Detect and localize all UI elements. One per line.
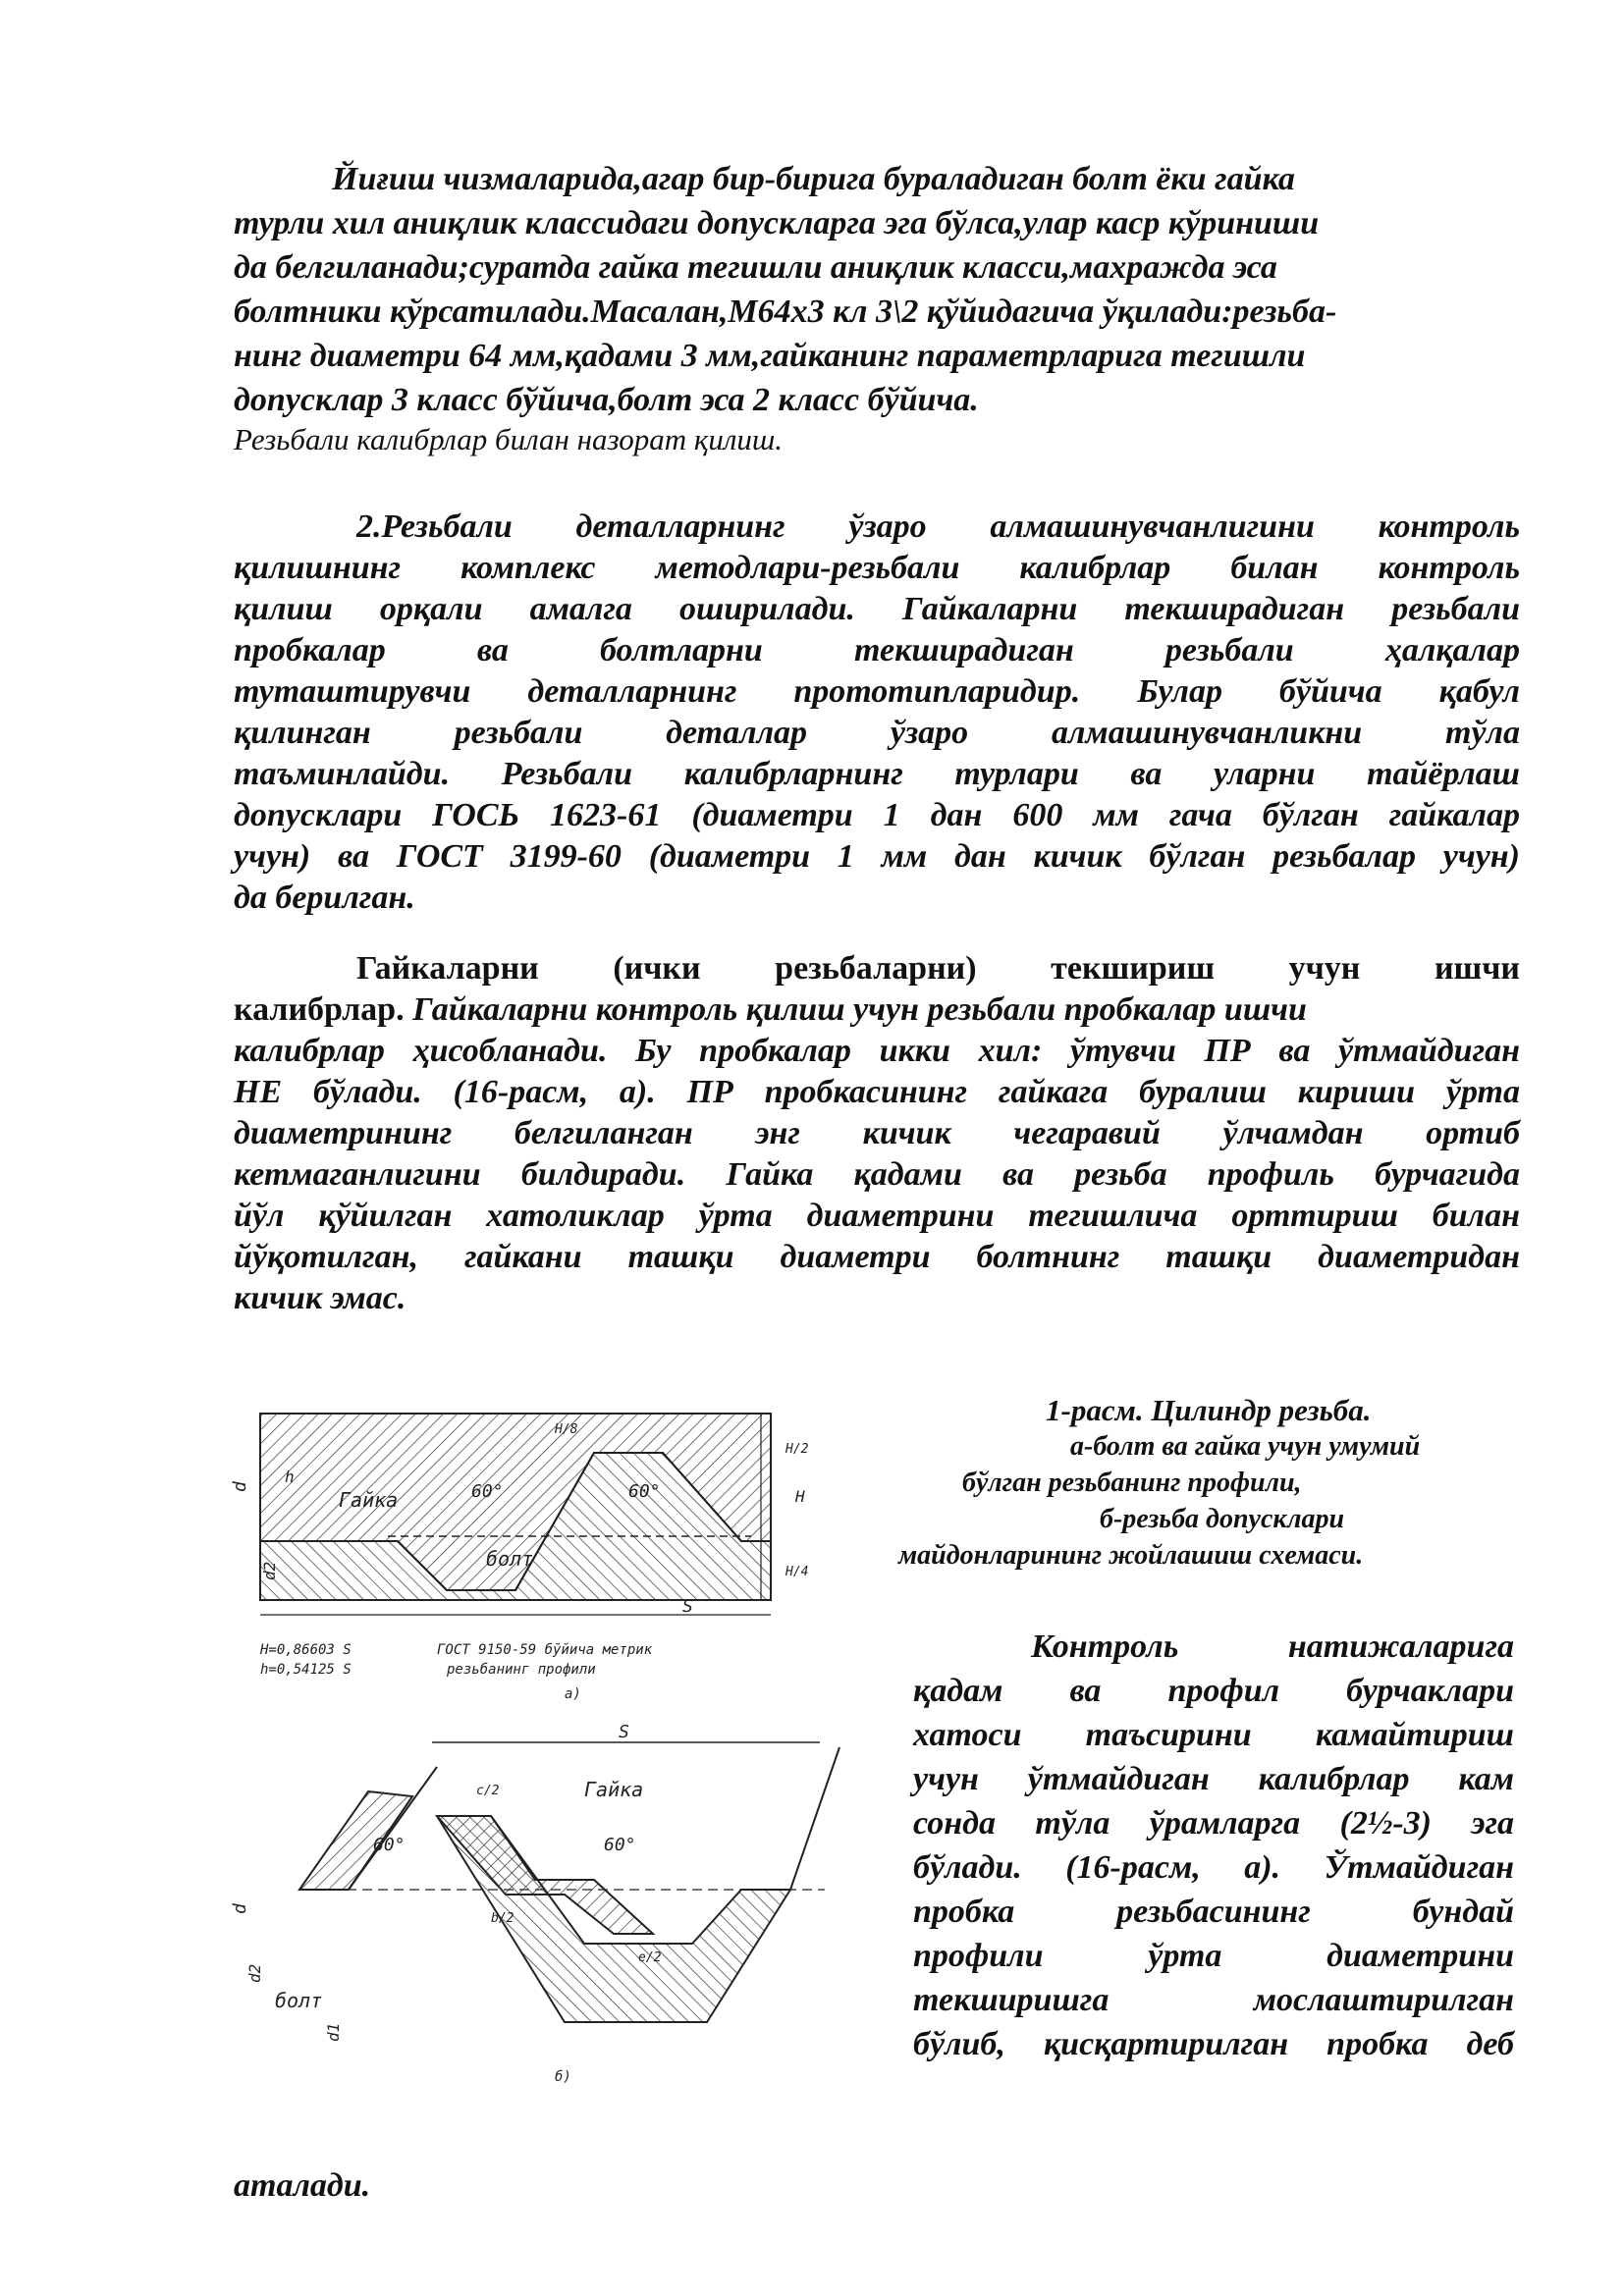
gost-line-2: резьбанинг профили [447,1662,596,1678]
side-line: сонда тўла ўрамларга (2½-3) эга [913,1805,1514,1842]
caption-line-3: бўлган резьбанинг профили, [962,1468,1302,1498]
label-h8-a: H/8 [555,1422,578,1437]
label-c2: c/2 [476,1784,500,1798]
paragraph-1-line: да белгиланади;суратда гайка тегишли аниқлик класси,махражда эса [234,249,1277,286]
label-bigh-a: H [795,1487,805,1506]
side-line: учун ўтмайдиган калибрлар кам [913,1761,1514,1797]
paragraph-2 [234,507,1520,919]
label-d2-a: d2 [260,1561,279,1580]
paragraph-2-line: учун) ва ГОСТ 3199-60 (диаметри 1 мм дан кичик бўлган резьбалар учун) [234,838,1520,875]
paragraph-2-line: қилинган резьбали деталлар ўзаро алмашинувчанликни тўла [234,715,1520,751]
paragraph-2-line: қилиш орқали амалга оширилади. Гайкаларни текширадиган резьбали [234,591,1520,627]
paragraph-1 [234,157,1520,422]
paragraph-3-line: йўқотилган, гайкани ташқи диаметри болтнинг ташқи диаметридан [234,1239,1520,1275]
side-line: хатоси таъсирини камайтириш [913,1717,1514,1753]
last-line: аталади. [234,2167,371,2204]
label-h4-a: H/4 [785,1565,809,1579]
sub-label-a: а) [565,1686,581,1702]
paragraph-3-line: диаметрининг белгиланган энг кичик чегаравий ўлчамдан ортиб [234,1115,1520,1151]
label-e2: e/2 [638,1950,662,1965]
paragraph-3-line: йўл қўйилган хатоликлар ўрта диаметрини тегишлича орттириш билан [234,1198,1520,1234]
subheading: Резьбали калибрлар билан назорат қилиш. [234,422,784,456]
side-line: қадам ва профил бурчаклари [913,1673,1514,1709]
angle-a-2: 60° [628,1481,661,1502]
paragraph-3-line: НЕ бўлади. (16-расм, а). ПР пробкасининг гайкага буралиш кириши ўрта [234,1074,1520,1110]
side-line: Контроль натижаларига [1031,1629,1514,1665]
caption-line-4: б-резьба допусклари [1100,1504,1345,1534]
formula-1: H=0,86603 S [260,1642,352,1658]
paragraph-1-line: Йиғиш чизмаларида,агар бир-бирига бураладиган болт ёки гайка [332,161,1295,197]
paragraph-1-line: болтники кўрсатилади.Масалан,М64х3 кл 3\2 қўйидагича ўқилади:резьба- [234,294,1337,330]
label-h-a: h [285,1468,295,1486]
label-nut-b: Гайка [584,1778,644,1801]
side-line: профили ўрта диаметрини [913,1938,1514,1974]
angle-b-2: 60° [604,1835,636,1855]
paragraph-3-heading: Гайкаларни (ички резьбаларни) текшириш учун ишчи [356,950,1520,987]
gost-line-1: ГОСТ 9150-59 бўйича метрик [437,1642,653,1658]
label-nut-a: Гайка [339,1488,399,1512]
label-b2: b/2 [491,1911,514,1926]
caption-line-5: майдонларининг жойлашиш схемаси. [898,1540,1364,1571]
label-d-b: d [230,1903,250,1914]
paragraph-2-line: пробкалар ва болтларни текширадиган резьбали ҳалқалар [234,632,1520,668]
label-s-a: S [682,1596,693,1617]
paragraph-3-heading-end: калибрлар. [234,991,405,1028]
label-d-a: d [230,1481,250,1492]
paragraph-2-line: туташтирувчи деталларнинг прототипларидир. Булар бўйича қабул [234,673,1520,710]
caption-line-1: 1-расм. Цилиндр резьба. [1046,1393,1372,1427]
figure-a [230,1414,809,1702]
label-bolt-b: болт [275,1989,323,2012]
paragraph-2-line: 2.Резьбали деталларнинг ўзаро алмашинувчанлигини контроль [356,508,1520,545]
label-bolt-a: болт [486,1547,534,1571]
side-paragraph [913,1625,1514,2066]
label-d2-b: d2 [245,1963,264,1983]
side-line: бўлади. (16-расм, а). Ўтмайдиган [913,1849,1514,1886]
paragraph-3-line: кетмаганлигини билдиради. Гайка қадами ва резьба профиль бурчагида [234,1156,1520,1193]
angle-b-1: 60° [373,1835,406,1855]
caption-line-2: а-болт ва гайка учун умумий [1070,1431,1421,1462]
paragraph-2-line: да берилган. [234,880,415,916]
sub-label-b: б) [555,2069,571,2085]
label-h2-a: H/2 [785,1442,809,1457]
thread-figure [230,1394,869,2169]
paragraph-1-line: нинг диаметри 64 мм,қадами 3 мм,гайканинг параметрларига тегишли [234,338,1306,374]
paragraph-1-line: допусклар 3 класс бўйича,болт эса 2 класс бўйича. [234,382,979,418]
paragraph-2-line: таъминлайди. Резьбали калибрларнинг турлари ва уларни тайёрлаш [234,756,1520,792]
angle-a-1: 60° [471,1481,504,1502]
formula-2: h=0,54125 S [260,1662,352,1678]
label-s-b: S [619,1722,629,1742]
paragraph-3-line: калибрлар ҳисобланади. Бу пробкалар икки хил: ўтувчи ПР ва ўтмайдиган [234,1033,1520,1069]
paragraph-3 [234,948,1520,1319]
side-line: бўлиб, қисқартирилган пробка деб [913,2026,1514,2062]
paragraph-2-line: қилишнинг комплекс методлари-резьбали калибрлар билан контроль [234,550,1520,586]
paragraph-3-line: Гайкаларни контроль қилиш учун резьбали пробкалар ишчи [404,991,1307,1028]
figure-caption [884,1392,1492,1574]
figure-b [230,1722,839,2085]
paragraph-2-line: допусклари ГОСЬ 1623-61 (диаметри 1 дан 600 мм гача бўлган гайкалар [234,797,1520,833]
thread-diagram [230,1394,869,2169]
paragraph-3-line: кичик эмас. [234,1280,406,1316]
label-d1-b: d1 [324,2022,343,2042]
side-line: текширишга мослаштирилган [913,1982,1514,2018]
side-line: пробка резьбасининг бундай [913,1894,1514,1930]
paragraph-1-line: турли хил аниқлик классидаги допускларга эга бўлса,улар каср кўриниши [234,205,1320,241]
